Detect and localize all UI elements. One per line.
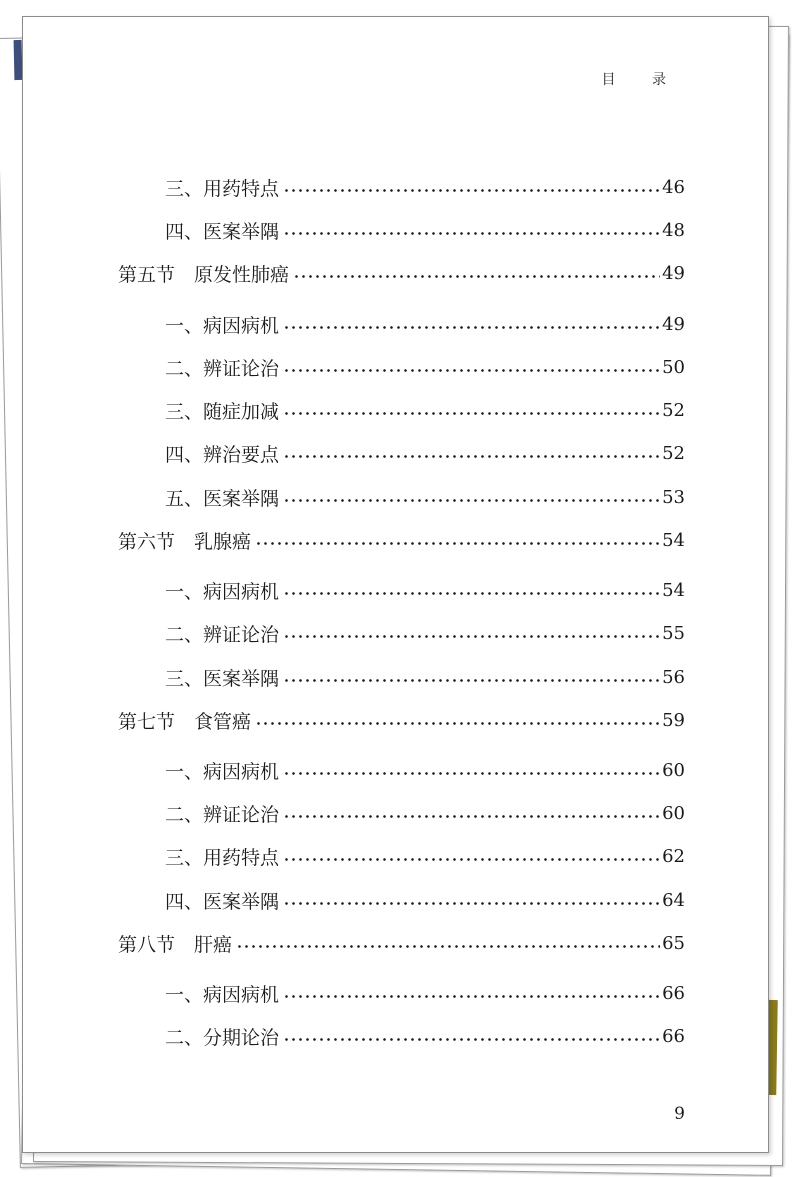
toc-section-entry[interactable] bbox=[23, 527, 685, 553]
toc-entry-page: 52 bbox=[662, 442, 685, 464]
dot-leader bbox=[283, 995, 660, 998]
toc-entry-title: 五、医案举隅 bbox=[165, 487, 280, 510]
toc-entry-page: 64 bbox=[662, 889, 685, 911]
toc-entry-title: 四、医案举隅 bbox=[165, 220, 280, 243]
toc-entry-page: 53 bbox=[662, 486, 685, 508]
dot-leader bbox=[283, 679, 660, 682]
toc-entry-page: 60 bbox=[662, 759, 685, 781]
toc-entry-title: 二、辨证论治 bbox=[165, 357, 280, 380]
dot-leader bbox=[283, 815, 660, 818]
toc-entry-page: 66 bbox=[662, 1025, 685, 1047]
toc-entry[interactable] bbox=[23, 980, 685, 1006]
dot-leader bbox=[293, 275, 660, 278]
toc-entry-page: 56 bbox=[662, 666, 685, 688]
dot-leader bbox=[283, 902, 660, 905]
toc-section-entry[interactable] bbox=[23, 930, 685, 956]
dot-leader bbox=[283, 326, 660, 329]
document-page bbox=[22, 16, 769, 1153]
toc-entry-title: 一、病因病机 bbox=[165, 983, 280, 1006]
toc-entry[interactable] bbox=[23, 397, 685, 423]
toc-entry-page: 49 bbox=[662, 313, 685, 335]
dot-leader bbox=[283, 232, 660, 235]
toc-entry[interactable] bbox=[23, 577, 685, 603]
toc-entry-title: 一、病因病机 bbox=[165, 580, 280, 603]
toc-entry[interactable] bbox=[23, 217, 685, 243]
toc-entry-page: 55 bbox=[662, 622, 685, 644]
running-head: 目 录 bbox=[601, 72, 682, 88]
dot-leader bbox=[283, 499, 660, 502]
toc-entry[interactable] bbox=[23, 757, 685, 783]
toc-entry-page: 48 bbox=[662, 219, 685, 241]
toc-entry-title: 三、用药特点 bbox=[165, 177, 280, 200]
toc-entry[interactable] bbox=[23, 440, 685, 466]
toc-entry-page: 59 bbox=[662, 709, 685, 731]
dot-leader bbox=[283, 772, 660, 775]
toc-entry-title: 二、辨证论治 bbox=[165, 803, 280, 826]
toc-entry-title: 二、分期论治 bbox=[165, 1026, 280, 1049]
dot-leader bbox=[283, 592, 660, 595]
dot-leader bbox=[283, 412, 660, 415]
toc-entry-title: 二、辨证论治 bbox=[165, 623, 280, 646]
toc-entry[interactable] bbox=[23, 311, 685, 337]
toc-section-title: 第八节 肝癌 bbox=[118, 933, 233, 956]
toc-entry[interactable] bbox=[23, 354, 685, 380]
toc-section-title: 第五节 原发性肺癌 bbox=[118, 263, 290, 286]
toc-entry-title: 四、辨治要点 bbox=[165, 443, 280, 466]
toc-entry-page: 52 bbox=[662, 399, 685, 421]
toc-entry[interactable] bbox=[23, 620, 685, 646]
toc-entry-page: 49 bbox=[662, 262, 685, 284]
toc-entry-page: 65 bbox=[662, 932, 685, 954]
toc-entry[interactable] bbox=[23, 843, 685, 869]
toc-entry-title: 四、医案举隅 bbox=[165, 890, 280, 913]
toc-entry-page: 62 bbox=[662, 845, 685, 867]
toc-entry-page: 66 bbox=[662, 982, 685, 1004]
toc-section-entry[interactable] bbox=[23, 260, 685, 286]
toc-entry-title: 一、病因病机 bbox=[165, 314, 280, 337]
toc-entry-title: 三、用药特点 bbox=[165, 846, 280, 869]
dot-leader bbox=[283, 369, 660, 372]
dot-leader bbox=[283, 635, 660, 638]
toc-entry-page: 54 bbox=[662, 529, 685, 551]
toc-entry-title: 一、病因病机 bbox=[165, 760, 280, 783]
toc-entry-page: 54 bbox=[662, 579, 685, 601]
table-of-contents bbox=[23, 17, 768, 1152]
toc-entry-page: 50 bbox=[662, 356, 685, 378]
toc-entry-title: 三、随症加减 bbox=[165, 400, 280, 423]
toc-entry[interactable] bbox=[23, 1023, 685, 1049]
page-number: 9 bbox=[674, 1104, 685, 1124]
dot-leader bbox=[255, 722, 660, 725]
toc-entry[interactable] bbox=[23, 484, 685, 510]
toc-entry-page: 46 bbox=[662, 176, 685, 198]
toc-entry[interactable] bbox=[23, 664, 685, 690]
toc-section-entry[interactable] bbox=[23, 707, 685, 733]
toc-section-title: 第六节 乳腺癌 bbox=[118, 530, 252, 553]
dot-leader bbox=[283, 189, 660, 192]
dot-leader bbox=[255, 542, 660, 545]
toc-entry[interactable] bbox=[23, 887, 685, 913]
toc-entry[interactable] bbox=[23, 174, 685, 200]
toc-entry-page: 60 bbox=[662, 802, 685, 824]
dot-leader bbox=[283, 858, 660, 861]
dot-leader bbox=[236, 945, 660, 948]
dot-leader bbox=[283, 455, 660, 458]
toc-section-title: 第七节 食管癌 bbox=[118, 710, 252, 733]
dot-leader bbox=[283, 1038, 660, 1041]
toc-entry-title: 三、医案举隅 bbox=[165, 667, 280, 690]
toc-entry[interactable] bbox=[23, 800, 685, 826]
